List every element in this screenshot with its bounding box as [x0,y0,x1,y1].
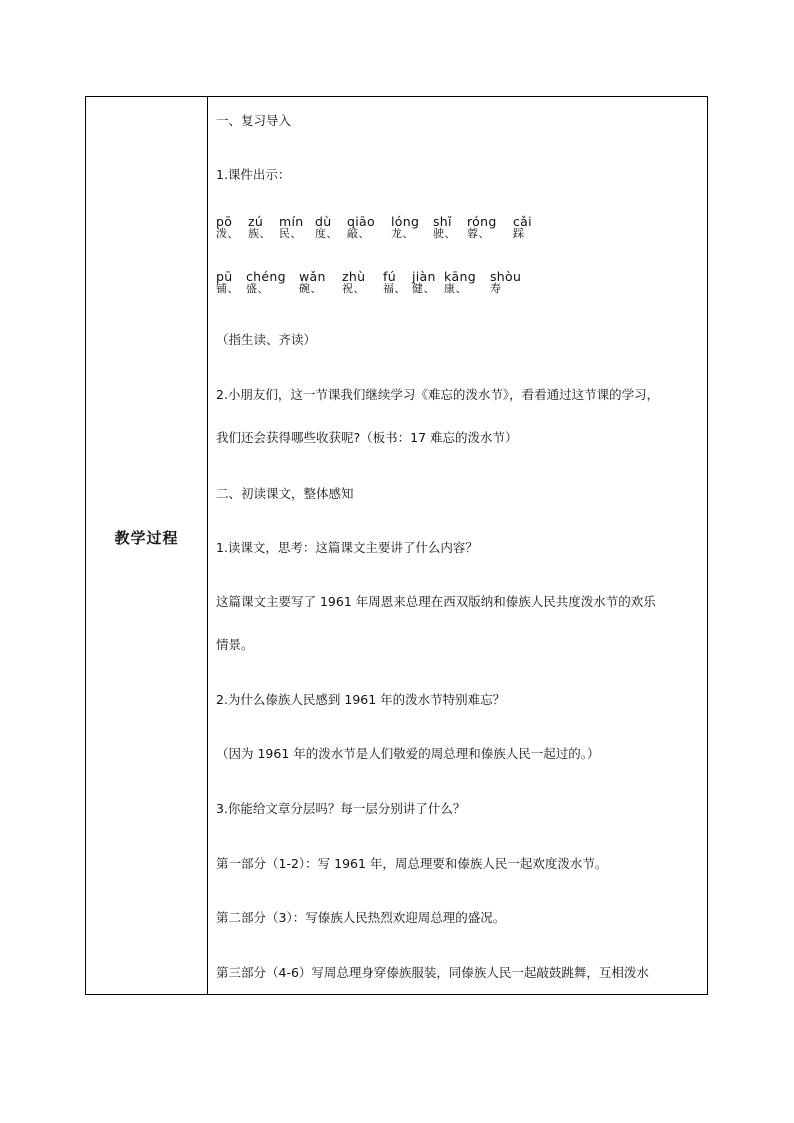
content-cell [216,97,701,994]
pinyin-row-2 [216,270,676,304]
pinyin-text: dù [315,214,332,229]
heading-review: 一、复习导入 [216,113,292,128]
hanzi-text: 健、 [412,282,435,295]
pinyin-item [216,215,239,240]
hanzi-text: 族、 [248,227,271,240]
pinyin-item [246,270,286,295]
courseware-line: 1.课件出示： [216,167,291,182]
hanzi-text: 民、 [279,227,302,240]
pinyin-text: zú [248,214,264,229]
pinyin-text: pū [216,269,233,284]
hanzi-text: 福、 [383,282,406,295]
question-2: 2.为什么傣族人民感到 1961 年的泼水节特别难忘？ [216,692,506,707]
pinyin-text: zhù [342,269,366,284]
answer-1-line-1: 这篇课文主要写了 1961 年周恩来总理在西双版纳和傣族人民共度泼水节的欢乐 [216,594,656,609]
question-3: 3.你能给文章分层吗？每一层分别讲了什么？ [216,801,466,816]
pinyin-row-1 [216,215,676,249]
pinyin-item [279,215,303,240]
hanzi-text: 碗、 [299,282,322,295]
pinyin-text: jiàn [412,269,436,284]
pinyin-text: chéng [246,269,286,284]
answer-1-line-2: 情景。 [216,637,254,652]
pinyin-item [315,215,338,240]
pinyin-item [412,270,436,295]
pinyin-text: cǎi [513,214,532,229]
hanzi-text: 驶、 [433,227,456,240]
hanzi-text: 敲、 [347,227,370,240]
pinyin-item [216,270,239,295]
pinyin-item [299,270,326,295]
hanzi-text: 龙、 [391,227,414,240]
hanzi-text: 铺、 [216,282,239,295]
pinyin-text: kāng [444,269,476,284]
part-1: 第一部分（1-2）：写 1961 年，周总理要和傣族人民一起欢度泼水节。 [216,856,608,871]
hanzi-text: 祝、 [342,282,365,295]
answer-2: （因为 1961 年的泼水节是人们敬爱的周总理和傣族人民一起过的。） [216,746,600,761]
pinyin-text: mín [279,214,304,229]
hanzi-text: 寿 [490,282,502,295]
pinyin-item [490,270,521,295]
hanzi-text: 泼、 [216,227,239,240]
pinyin-item [444,270,476,295]
heading-first-reading: 二、初读课文，整体感知 [216,486,354,501]
pinyin-text: róng [467,214,497,229]
pinyin-item [347,215,375,240]
lesson-table [85,96,708,995]
pinyin-text: wǎn [299,269,326,284]
intro-line-1: 2.小朋友们，这一节课我们继续学习《难忘的泼水节》，看看通过这节课的学习， [216,387,660,402]
pinyin-text: qiāo [347,214,375,229]
hanzi-text: 蓉、 [467,227,490,240]
hanzi-text: 度、 [315,227,338,240]
pinyin-item [391,215,419,240]
read-instruction: （指生读、齐读） [216,332,317,347]
pinyin-text: pō [216,214,233,229]
pinyin-item [467,215,497,240]
pinyin-text: fú [383,269,396,284]
part-2: 第二部分（3）：写傣族人民热烈欢迎周总理的盛况。 [216,910,506,925]
part-3: 第三部分（4-6）写周总理身穿傣族服装，同傣族人民一起敲鼓跳舞，互相泼水 [216,965,649,980]
intro-line-2: 我们还会获得哪些收获呢?（板书：17 难忘的泼水节） [216,430,518,445]
pinyin-text: shǐ [433,214,452,229]
hanzi-text: 盛、 [246,282,269,295]
pinyin-item [383,270,406,295]
pinyin-item [248,215,271,240]
pinyin-item [513,215,532,240]
pinyin-item [342,270,365,295]
pinyin-text: shòu [490,269,522,284]
pinyin-text: lóng [391,214,420,229]
question-1: 1.读课文，思考：这篇课文主要讲了什么内容？ [216,540,478,555]
pinyin-item [433,215,456,240]
section-label: 教学过程 [114,529,179,547]
hanzi-text: 踩 [513,227,525,240]
column-divider [207,97,208,994]
hanzi-text: 康、 [444,282,467,295]
